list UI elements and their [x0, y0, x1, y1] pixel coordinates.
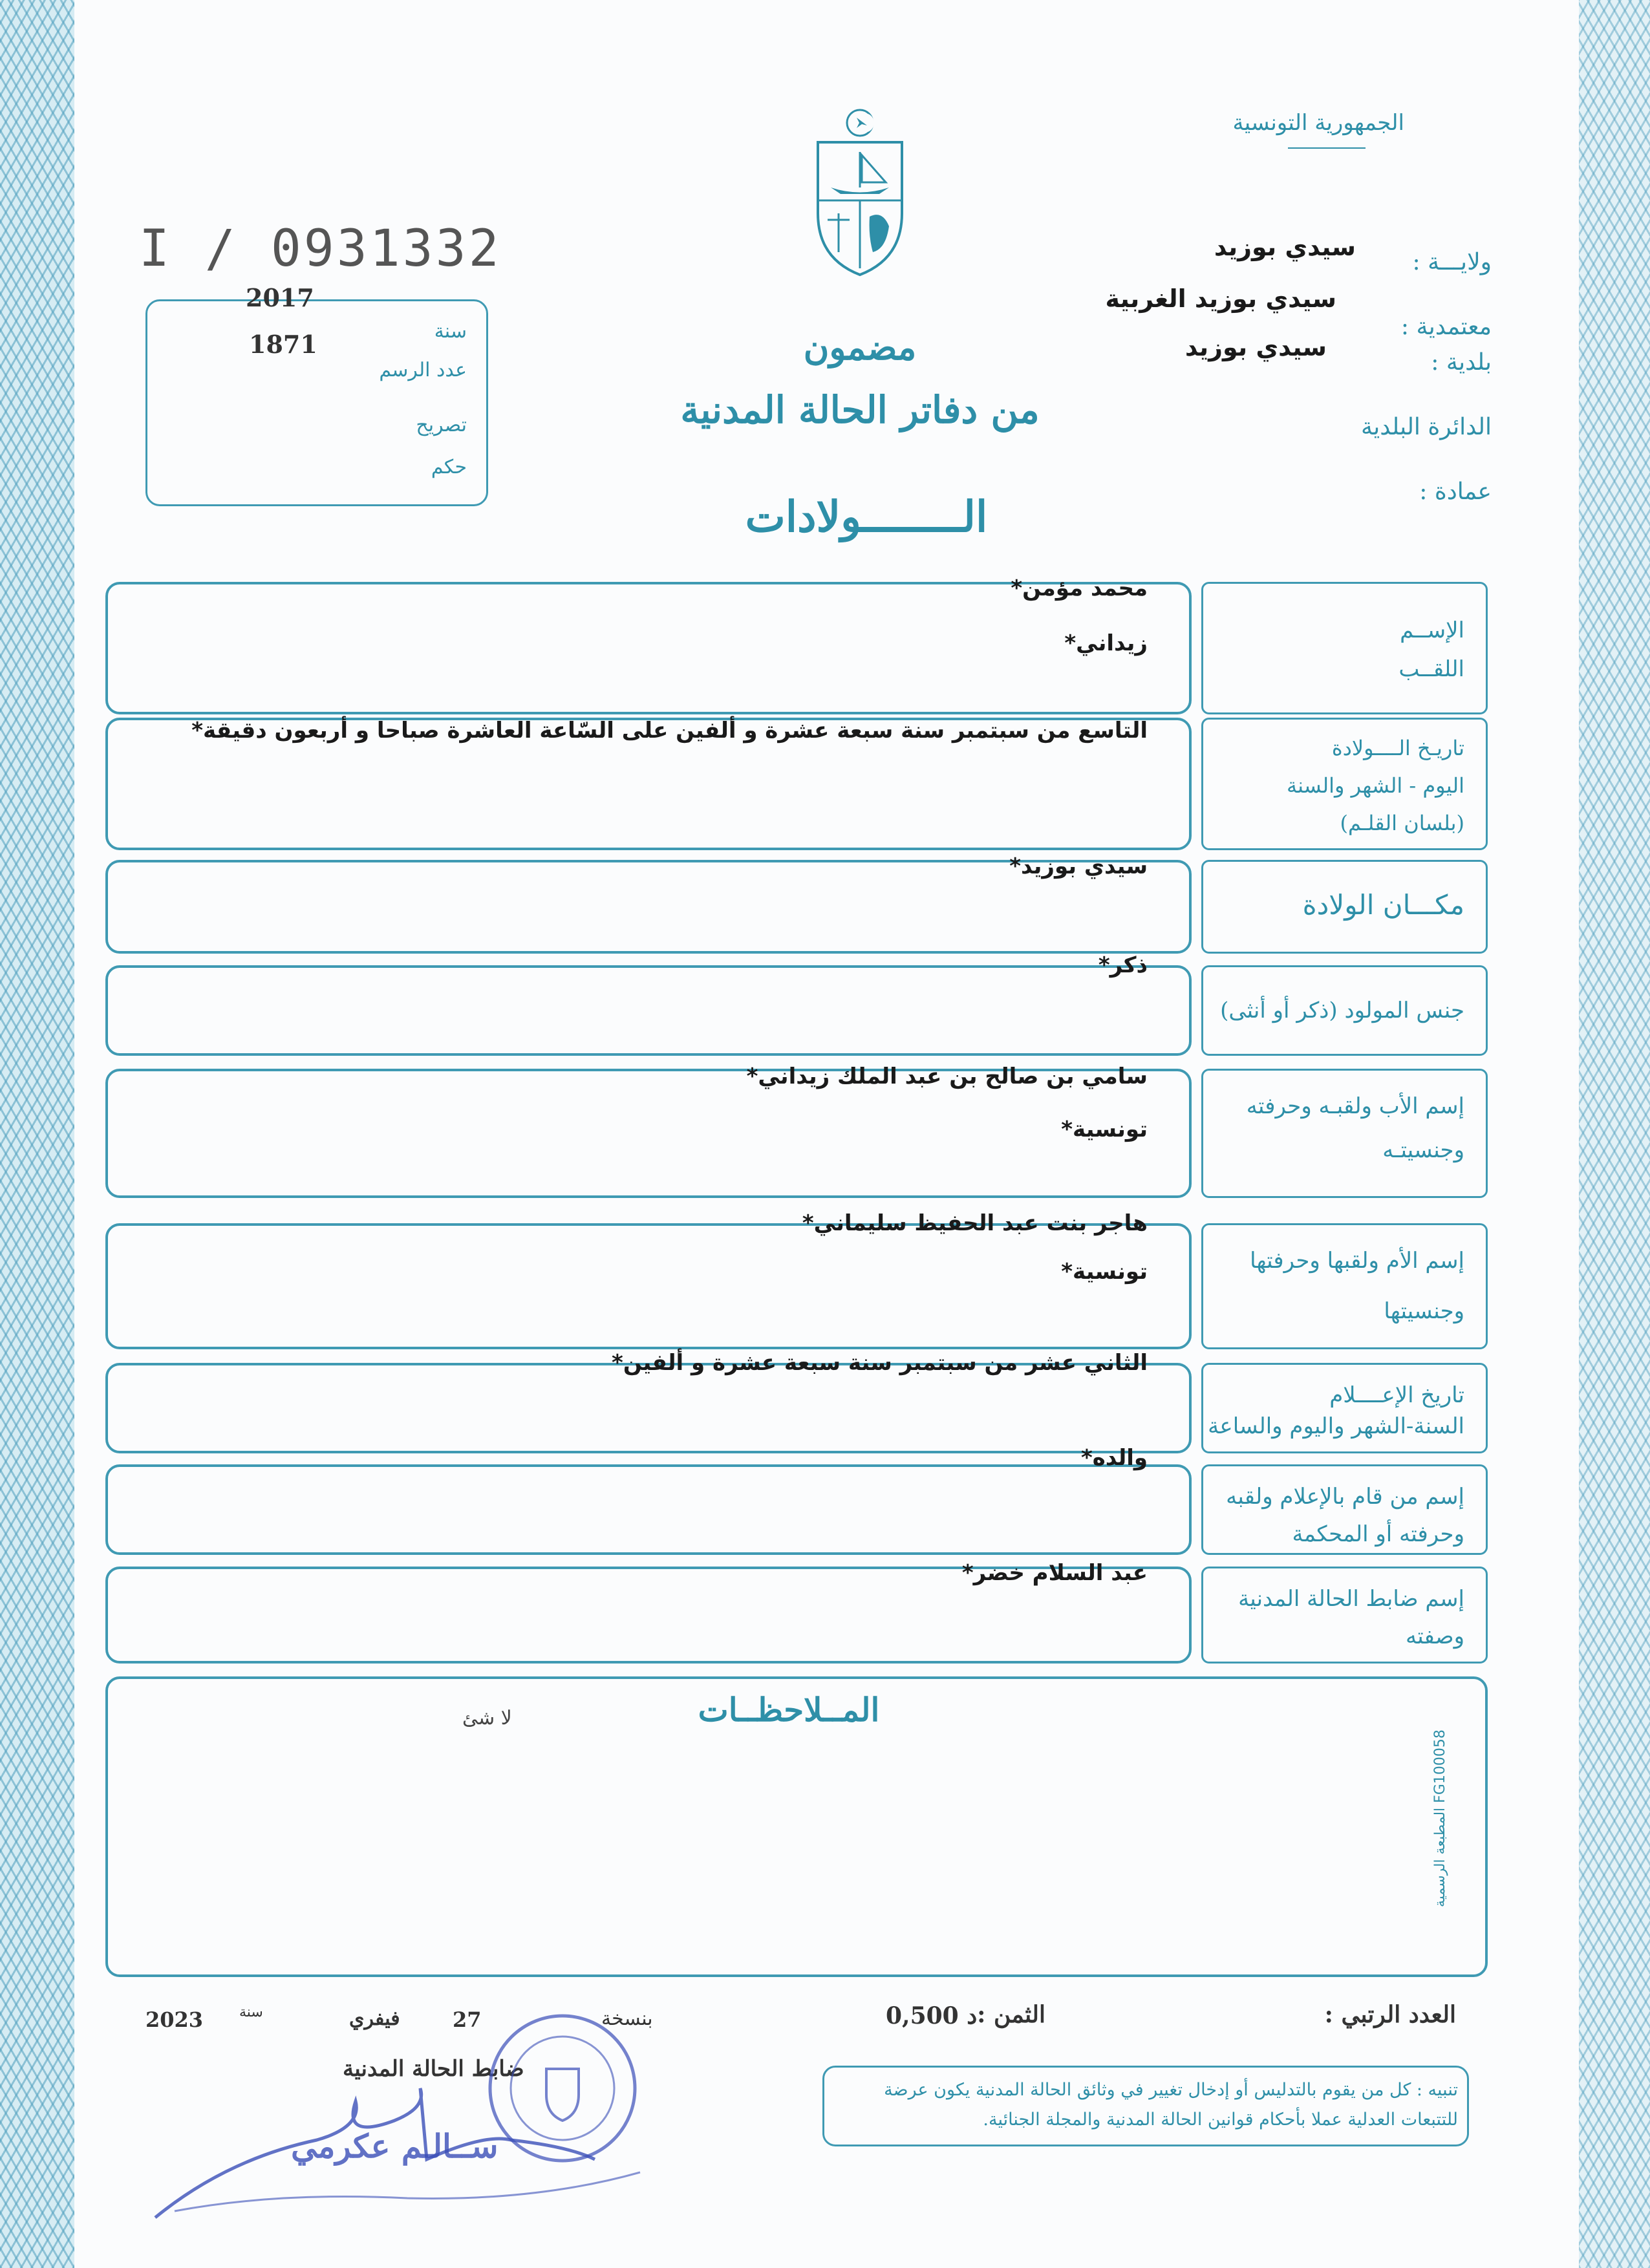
- row-label: الإســم: [1400, 617, 1464, 643]
- row-label-box: [1201, 1069, 1488, 1198]
- title-registers: من دفاتر الحالة المدنية: [680, 388, 1040, 432]
- row-label: إسم الأم ولقبها وحرفتها: [1250, 1248, 1464, 1274]
- row-label-box: [1201, 1363, 1488, 1453]
- row-value-box: [105, 1223, 1192, 1349]
- row-label: تاريـخ الــــولادة: [1331, 736, 1464, 760]
- issued-prefix: بنسخة: [601, 2007, 653, 2030]
- registry-number-label: عدد الرسم: [379, 359, 467, 381]
- row-label: (بلسان القلـم): [1340, 811, 1464, 835]
- issued-year: 2023: [145, 2007, 204, 2032]
- row-value-box: [105, 1363, 1192, 1453]
- row-value: والده*: [1080, 1445, 1148, 1471]
- issued-day: 27: [453, 2007, 482, 2032]
- row-label: إسم ضابط الحالة المدنية: [1238, 1586, 1464, 1612]
- row-value: زيداني*: [1064, 630, 1148, 656]
- printer-mark: المطبعة الرسمية FG100058: [1432, 1729, 1448, 1907]
- row-value: سامي بن صالح بن عبد الملك زيداني*: [746, 1064, 1148, 1089]
- row-label: وجنسيتـه: [1382, 1137, 1464, 1163]
- signature-name: ســالـم عكرمي: [291, 2127, 498, 2165]
- left-security-border: [0, 0, 74, 2268]
- wilaya-label: ولايـــة :: [1412, 249, 1492, 275]
- row-value: محمد مؤمن*: [1011, 575, 1148, 601]
- row-label: وجنسيتها: [1384, 1298, 1464, 1324]
- price-value: 0,500 د: [886, 2002, 978, 2029]
- row-label-box: [1201, 1223, 1488, 1349]
- registry-year: 2017: [246, 283, 314, 312]
- daira-label: الدائرة البلدية: [1360, 414, 1492, 440]
- row-label: السنة-الشهر واليوم والساعة: [1208, 1413, 1464, 1439]
- section-births: الــــــــولادات: [745, 491, 988, 542]
- notes-title: المــلاحظــات: [698, 1691, 880, 1729]
- row-label: تاريخ الإعــــلام: [1329, 1382, 1464, 1408]
- row-label: اليوم - الشهر والسنة: [1286, 773, 1464, 798]
- row-label: إسم الأب ولقبـه وحرفته: [1246, 1093, 1464, 1119]
- warning-text: تنبيه : كل من يقوم بالتدليس أو إدخال تغيير في وثائق الحالة المدنية يكون عرضة للتتبعات العدلية عملا بأحكام قوانين الحالة المدنية والمجلة الجنائية.: [884, 2080, 1458, 2130]
- row-label: وحرفته أو المحكمة: [1292, 1521, 1464, 1547]
- baladia-label: بلدية :: [1431, 349, 1492, 376]
- right-security-border: [1579, 0, 1650, 2268]
- omada-label: عمادة :: [1419, 478, 1492, 505]
- row-value: الثاني عشر من سبتمبر سنة سبعة عشرة و ألفين*: [612, 1350, 1148, 1376]
- row-value: تونسية*: [1061, 1259, 1148, 1285]
- row-value: هاجر بنت عبد الحفيظ سليماني*: [802, 1210, 1148, 1236]
- republic-divider: [1288, 147, 1366, 149]
- price-label: الثمن :: [977, 2001, 1045, 2028]
- issued-year-label: سنة: [239, 2004, 263, 2020]
- mootamadia-value: سيدي بوزيد الغربية: [1105, 284, 1336, 313]
- notes-value: لا شئ: [462, 1707, 512, 1729]
- mootamadia-label: معتمدية :: [1400, 314, 1492, 340]
- row-label-box: [1201, 582, 1488, 714]
- registry-year-label: سنة: [434, 320, 467, 343]
- row-label: جنس المولود (ذكر أو أنثى): [1220, 998, 1464, 1023]
- row-label: اللقــب: [1398, 656, 1464, 682]
- title-madmoun: مضمون: [803, 326, 917, 368]
- issued-month: فيفري: [349, 2007, 400, 2030]
- row-value: ذكر*: [1098, 952, 1148, 978]
- republic-label: الجمهورية التونسية: [1232, 110, 1404, 136]
- registry-hokm-label: حكم: [431, 456, 467, 478]
- row-label: مكـــان الولادة: [1302, 889, 1464, 921]
- row-value: التاسع من سبتمبر سنة سبعة عشرة و ألفين على السّاعة العاشرة صباحا و أربعون دقيقة*: [191, 718, 1148, 744]
- coat-of-arms-icon: [805, 103, 915, 278]
- wilaya-value: سيدي بوزيد: [1214, 233, 1356, 261]
- registry-tasrih-label: تصريح: [416, 414, 467, 436]
- row-value-box: [105, 965, 1192, 1056]
- row-value-box: [105, 1464, 1192, 1555]
- row-value: تونسية*: [1061, 1117, 1148, 1142]
- registry-number: 1871: [249, 330, 317, 359]
- serial-label: العدد الرتبي :: [1324, 2001, 1456, 2028]
- row-value: سيدي بوزيد*: [1009, 853, 1148, 879]
- row-value-box: [105, 582, 1192, 714]
- row-value: عبد السلام خضر*: [961, 1560, 1148, 1586]
- serial-number: I / 0931332: [139, 220, 502, 278]
- baladia-value: سيدي بوزيد: [1184, 333, 1327, 361]
- officer-title: ضابط الحالة المدنية: [343, 2056, 524, 2082]
- row-label: إسم من قام بالإعلام ولقبه: [1226, 1484, 1464, 1510]
- row-label: وصفته: [1406, 1623, 1464, 1649]
